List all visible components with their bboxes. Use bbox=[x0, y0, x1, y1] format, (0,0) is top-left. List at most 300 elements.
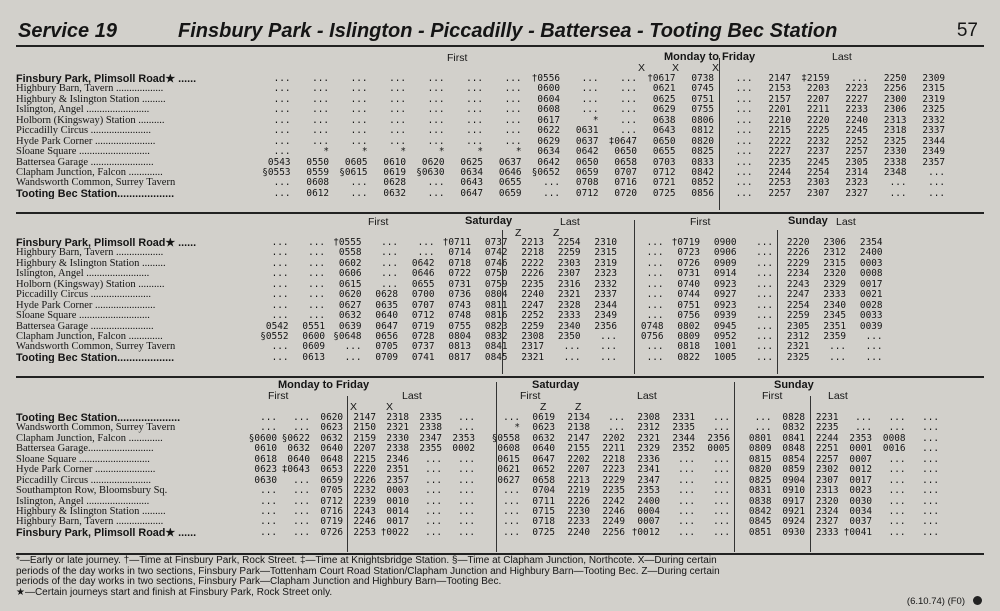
time-cell: ... bbox=[427, 104, 445, 116]
section1-grid bbox=[16, 74, 945, 199]
time-cell: 0030 bbox=[849, 495, 872, 507]
time-cell: 2220 bbox=[806, 114, 830, 126]
time-cell: 2310 bbox=[594, 237, 617, 248]
time-cell: 2235 bbox=[815, 422, 839, 434]
timetable-row bbox=[16, 311, 883, 321]
time-cell: 2307 bbox=[806, 187, 830, 199]
time-cell: †0041 bbox=[843, 526, 872, 538]
time-cell: 2346 bbox=[386, 453, 409, 465]
time-cell: ... bbox=[756, 289, 773, 301]
time-cell: 2256 bbox=[883, 83, 907, 95]
time-cell: 0723 bbox=[677, 247, 700, 259]
time-cell: 0655 bbox=[498, 177, 522, 189]
time-cell: 2353 bbox=[849, 432, 872, 444]
time-cell: 0619 bbox=[383, 166, 406, 178]
time-cell: 2138 bbox=[567, 422, 590, 434]
time-cell: ... bbox=[735, 73, 753, 84]
time-cell: 2259 bbox=[521, 320, 544, 332]
time-cell: 0642 bbox=[537, 156, 560, 168]
time-cell: 0014 bbox=[386, 505, 409, 517]
time-cell: §0648 bbox=[333, 330, 362, 342]
time-cell: 2134 bbox=[567, 412, 590, 423]
time-cell: 0832 bbox=[782, 422, 805, 434]
time-cell: 2218 bbox=[521, 247, 544, 259]
time-cell: †0555 bbox=[333, 237, 362, 248]
service-number: Service 19 bbox=[18, 20, 117, 42]
s1-last-label: Last bbox=[832, 51, 852, 63]
time-cell: 0811 bbox=[484, 299, 508, 311]
time-cell: ... bbox=[922, 443, 939, 455]
time-cell: 2321 bbox=[637, 432, 660, 444]
time-cell: ... bbox=[600, 351, 617, 363]
time-cell: ... bbox=[458, 516, 475, 528]
time-cell: 0809 bbox=[677, 330, 700, 342]
stop-name: Piccadilly Circus ....................... bbox=[16, 290, 152, 301]
time-cell: ... bbox=[273, 125, 291, 137]
time-cell: 2257 bbox=[768, 187, 791, 199]
time-cell: 0612 bbox=[306, 187, 329, 199]
time-cell: ... bbox=[312, 83, 329, 95]
time-cell: 2250 bbox=[883, 73, 907, 84]
time-cell: 2356 bbox=[707, 432, 730, 444]
time-cell: §0630 bbox=[416, 166, 445, 178]
time-cell: 0712 bbox=[575, 187, 599, 199]
time-cell: 0744 bbox=[677, 289, 700, 301]
s2-first-label: First bbox=[368, 216, 389, 228]
time-cell: ... bbox=[713, 422, 730, 434]
time-cell: 2225 bbox=[806, 125, 830, 137]
time-cell: ... bbox=[646, 341, 664, 353]
time-cell: 0927 bbox=[713, 289, 737, 301]
time-cell: 1005 bbox=[713, 351, 737, 363]
time-cell: 2333 bbox=[815, 526, 839, 538]
time-cell: 2312 bbox=[637, 422, 660, 434]
time-cell: ... bbox=[756, 268, 773, 280]
time-cell: 2321 bbox=[386, 422, 409, 434]
time-cell: 0708 bbox=[575, 177, 599, 189]
time-cell: 0621 bbox=[652, 83, 676, 95]
time-cell: ... bbox=[273, 83, 291, 95]
stop-name: Finsbury Park, Plimsoll Road★ ...... bbox=[16, 74, 197, 85]
time-cell: 2243 bbox=[353, 505, 376, 517]
time-cell: 0628 bbox=[375, 289, 398, 301]
time-cell: ... bbox=[273, 114, 291, 126]
time-cell: ... bbox=[344, 341, 362, 353]
time-cell: †0012 bbox=[631, 526, 660, 538]
time-cell: 2324 bbox=[815, 505, 839, 517]
time-cell: ... bbox=[888, 412, 906, 423]
time-cell: * bbox=[361, 146, 368, 158]
time-cell: ... bbox=[504, 125, 522, 137]
time-cell: 0004 bbox=[637, 505, 660, 517]
time-cell: 0646 bbox=[411, 268, 435, 280]
time-cell: 2233 bbox=[845, 104, 868, 116]
time-cell: 0632 bbox=[338, 310, 362, 322]
time-cell: ... bbox=[260, 422, 277, 434]
time-cell: 2354 bbox=[859, 237, 883, 248]
time-cell: 2159 bbox=[353, 432, 376, 444]
stop-name: Battersea Garage ........................ bbox=[16, 321, 154, 332]
time-cell: ... bbox=[381, 268, 398, 280]
time-cell: ... bbox=[389, 93, 406, 105]
time-cell: 2332 bbox=[594, 278, 617, 290]
time-cell: ... bbox=[389, 114, 406, 126]
time-cell: ... bbox=[888, 505, 906, 517]
time-cell: 0759 bbox=[484, 278, 508, 290]
time-cell: 2312 bbox=[786, 330, 810, 342]
time-cell: 0623 bbox=[320, 422, 343, 434]
time-cell: ... bbox=[458, 453, 475, 465]
time-cell: 0608 bbox=[306, 177, 329, 189]
stop-name: Piccadilly Circus ....................... bbox=[16, 475, 152, 486]
time-cell: 0914 bbox=[713, 268, 737, 280]
divider bbox=[734, 382, 735, 552]
time-cell: ... bbox=[581, 73, 599, 84]
time-cell: ... bbox=[273, 93, 291, 105]
time-cell: 2259 bbox=[557, 247, 581, 259]
time-cell: ... bbox=[713, 474, 730, 486]
time-cell: ‡0647 bbox=[608, 135, 637, 147]
divider bbox=[496, 382, 497, 552]
time-cell: 2235 bbox=[768, 156, 791, 168]
time-cell: ... bbox=[646, 247, 664, 259]
time-cell: ... bbox=[608, 412, 625, 423]
time-cell: 0634 bbox=[460, 166, 483, 178]
time-cell: ... bbox=[308, 299, 325, 311]
time-cell: * bbox=[323, 146, 329, 158]
print-code bbox=[907, 596, 982, 607]
time-cell: ... bbox=[260, 516, 277, 528]
time-cell: 0650 bbox=[575, 156, 599, 168]
time-cell: 0741 bbox=[411, 351, 435, 363]
time-cell: ... bbox=[427, 187, 445, 199]
time-cell: 0704 bbox=[532, 485, 555, 497]
time-cell: 2338 bbox=[883, 156, 907, 168]
s3-sat-last: Last bbox=[637, 390, 657, 402]
time-cell: ... bbox=[425, 453, 442, 465]
time-cell: ... bbox=[889, 177, 907, 189]
time-cell: 2244 bbox=[768, 166, 791, 178]
time-cell: 0751 bbox=[677, 299, 700, 311]
stop-name: Tooting Bec Station..................... bbox=[16, 413, 181, 424]
stop-name: Clapham Junction, Falcon ............. bbox=[16, 331, 163, 342]
time-cell: 2303 bbox=[806, 177, 830, 189]
time-cell: ... bbox=[620, 125, 637, 137]
time-cell: ... bbox=[756, 351, 773, 363]
stop-name: Battersea Garage......................... bbox=[16, 444, 154, 455]
time-cell: 0600 bbox=[302, 330, 325, 342]
s2-sun-label: Sunday bbox=[788, 215, 828, 227]
page-header bbox=[18, 14, 982, 44]
time-cell: ... bbox=[260, 485, 277, 497]
time-cell: ... bbox=[888, 495, 906, 507]
time-cell: 2254 bbox=[786, 299, 810, 311]
time-cell: 0007 bbox=[849, 453, 872, 465]
time-cell: ... bbox=[922, 432, 939, 444]
s1-x-mark: X bbox=[712, 62, 720, 74]
time-cell: 0037 bbox=[849, 516, 872, 528]
time-cell: 2215 bbox=[353, 453, 376, 465]
divider bbox=[777, 230, 778, 374]
time-cell: 0625 bbox=[652, 93, 676, 105]
time-cell: 2305 bbox=[845, 156, 868, 168]
section2-grid bbox=[16, 238, 883, 363]
time-cell: ... bbox=[581, 104, 599, 116]
stop-name: Islington, Angel ........................ bbox=[16, 269, 150, 280]
time-cell: 0921 bbox=[782, 505, 805, 517]
stop-name: Clapham Junction, Falcon ............. bbox=[16, 433, 163, 444]
time-cell: ... bbox=[581, 83, 599, 95]
time-cell: 2147 bbox=[567, 432, 590, 444]
time-cell: 0715 bbox=[532, 505, 555, 517]
time-cell: ... bbox=[829, 341, 846, 353]
time-cell: 0017 bbox=[386, 516, 409, 528]
s2-sat-label: Saturday bbox=[465, 215, 513, 227]
time-cell: ... bbox=[756, 237, 773, 248]
time-cell: ... bbox=[504, 135, 522, 147]
time-cell: ... bbox=[922, 464, 939, 476]
time-cell: 0917 bbox=[782, 495, 805, 507]
time-cell: ... bbox=[756, 330, 773, 342]
time-cell: ... bbox=[922, 422, 939, 434]
time-cell: ... bbox=[503, 526, 520, 538]
time-cell: 0658 bbox=[614, 156, 637, 168]
time-cell: 2257 bbox=[815, 453, 839, 465]
time-cell: 0707 bbox=[614, 166, 637, 178]
time-cell: 2355 bbox=[419, 443, 442, 455]
time-cell: 0746 bbox=[484, 257, 508, 269]
time-cell: ... bbox=[293, 505, 310, 517]
timetable-row bbox=[16, 189, 945, 199]
time-cell: ... bbox=[678, 526, 695, 538]
time-cell: 2317 bbox=[521, 341, 544, 353]
time-cell: ... bbox=[754, 412, 772, 423]
time-cell: 0923 bbox=[713, 299, 737, 311]
time-cell: 0848 bbox=[782, 443, 805, 455]
time-cell: 0725 bbox=[652, 187, 676, 199]
time-cell: ... bbox=[273, 73, 291, 84]
time-cell: 0718 bbox=[448, 257, 471, 269]
time-cell: ... bbox=[425, 516, 442, 528]
time-cell: 2356 bbox=[594, 320, 617, 332]
time-cell: 2345 bbox=[823, 310, 846, 322]
time-cell: 2237 bbox=[806, 146, 830, 158]
time-cell: 2348 bbox=[883, 166, 907, 178]
time-cell: ... bbox=[273, 146, 291, 158]
time-cell: ... bbox=[271, 289, 289, 301]
time-cell: ... bbox=[271, 299, 289, 311]
time-cell: ... bbox=[293, 412, 310, 423]
time-cell: 0622 bbox=[537, 125, 560, 137]
bullet-icon bbox=[973, 596, 982, 605]
time-cell: ... bbox=[381, 278, 398, 290]
time-cell: 0550 bbox=[306, 156, 329, 168]
time-cell: 2239 bbox=[353, 495, 376, 507]
time-cell: ... bbox=[504, 104, 522, 116]
time-cell: ... bbox=[308, 278, 325, 290]
footnote-line: ★—Certain journeys start and finish at Finsbury Park, Rock Street only. bbox=[16, 586, 333, 598]
time-cell: ... bbox=[756, 278, 773, 290]
time-cell: ... bbox=[503, 495, 520, 507]
time-cell: 2246 bbox=[353, 516, 376, 528]
time-cell: 0831 bbox=[748, 485, 772, 497]
time-cell: 0642 bbox=[575, 146, 599, 158]
time-cell: 2245 bbox=[845, 125, 868, 137]
time-cell: 0638 bbox=[652, 114, 676, 126]
s3-sun-first: First bbox=[762, 390, 783, 402]
time-cell: 0801 bbox=[748, 432, 772, 444]
time-cell: ... bbox=[678, 495, 695, 507]
s3-x-mark: X bbox=[386, 401, 394, 413]
s1-day-label: Monday to Friday bbox=[664, 51, 756, 63]
time-cell: 0716 bbox=[614, 177, 637, 189]
time-cell: 0010 bbox=[386, 495, 409, 507]
time-cell: 0726 bbox=[677, 257, 700, 269]
time-cell: ... bbox=[260, 495, 277, 507]
time-cell: 2350 bbox=[557, 330, 581, 342]
time-cell: 0620 bbox=[421, 156, 445, 168]
time-cell: 2313 bbox=[815, 485, 839, 497]
time-cell: ... bbox=[600, 341, 617, 353]
time-cell: 2213 bbox=[521, 237, 544, 248]
time-cell: ... bbox=[260, 505, 277, 517]
time-cell: ... bbox=[678, 516, 695, 528]
footnote-line: periods of the day works in two sections, Finsbury Park—Tottenham Court Road Station/Clapham Junction and Highbury Barn—Tooting Bec. Z—During certain bbox=[16, 565, 720, 577]
time-cell: ... bbox=[312, 93, 329, 105]
time-cell: ... bbox=[713, 412, 730, 423]
time-cell: 2242 bbox=[602, 495, 625, 507]
stop-name: Highbury Barn, Tavern .................. bbox=[16, 517, 164, 528]
time-cell: ... bbox=[922, 453, 939, 465]
time-cell: 0604 bbox=[537, 93, 560, 105]
time-cell: 0658 bbox=[532, 474, 555, 486]
time-cell: ... bbox=[922, 485, 939, 497]
time-cell: ... bbox=[381, 247, 398, 259]
time-cell: ... bbox=[735, 156, 753, 168]
stop-name: Wandsworth Common, Surrey Tavern bbox=[16, 423, 176, 434]
time-cell: 0842 bbox=[691, 166, 714, 178]
time-cell: ... bbox=[620, 93, 637, 105]
time-cell: ... bbox=[829, 351, 846, 363]
time-cell: ... bbox=[312, 125, 329, 137]
time-cell: 0629 bbox=[652, 104, 676, 116]
time-cell: 2230 bbox=[567, 505, 590, 517]
time-cell: ... bbox=[312, 104, 329, 116]
time-cell: 2320 bbox=[823, 268, 846, 280]
time-cell: 0842 bbox=[748, 505, 772, 517]
time-cell: 2347 bbox=[637, 474, 660, 486]
time-cell: ... bbox=[427, 93, 445, 105]
stop-name: Tooting Bec Station................... bbox=[16, 188, 175, 200]
time-cell: 0924 bbox=[782, 516, 805, 528]
time-cell: 0930 bbox=[782, 526, 805, 538]
time-cell: 2400 bbox=[637, 495, 660, 507]
time-cell: 2340 bbox=[823, 299, 846, 311]
time-cell: ... bbox=[271, 237, 289, 248]
time-cell: ... bbox=[646, 268, 664, 280]
time-cell: ... bbox=[458, 495, 475, 507]
time-cell: 2247 bbox=[521, 299, 544, 311]
page-number: 57 bbox=[956, 20, 978, 41]
time-cell: ... bbox=[888, 474, 906, 486]
time-cell: 0559 bbox=[306, 166, 329, 178]
time-cell: 0647 bbox=[460, 187, 483, 199]
time-cell: 2307 bbox=[815, 474, 839, 486]
time-cell: ... bbox=[888, 464, 906, 476]
s2-z-mark: Z bbox=[515, 227, 522, 239]
time-cell: 0806 bbox=[691, 114, 714, 126]
footnotes bbox=[16, 556, 986, 598]
time-cell: 2253 bbox=[353, 526, 376, 538]
time-cell: ... bbox=[735, 135, 753, 147]
time-cell: 2252 bbox=[845, 135, 868, 147]
stop-name: Battersea Garage ........................ bbox=[16, 157, 154, 168]
time-cell: 2321 bbox=[557, 289, 581, 301]
time-cell: 2222 bbox=[768, 135, 791, 147]
time-cell: ... bbox=[350, 114, 368, 126]
time-cell: ... bbox=[563, 351, 581, 363]
time-cell: ... bbox=[293, 516, 310, 528]
time-cell: 0900 bbox=[713, 237, 737, 248]
time-cell: ... bbox=[504, 73, 522, 84]
time-cell: 2240 bbox=[845, 114, 868, 126]
time-cell: 0813 bbox=[448, 341, 471, 353]
time-cell: ... bbox=[458, 474, 475, 486]
time-cell: 2211 bbox=[806, 104, 830, 116]
time-cell: 0606 bbox=[338, 268, 362, 280]
time-cell: 2340 bbox=[557, 320, 581, 332]
time-cell: ... bbox=[888, 485, 906, 497]
time-cell: 0820 bbox=[748, 464, 772, 476]
time-cell: ... bbox=[756, 320, 773, 332]
time-cell: 0802 bbox=[677, 320, 700, 332]
stop-name: Southampton Row, Bloomsbury Sq. bbox=[16, 486, 168, 497]
time-cell: 2251 bbox=[815, 443, 839, 455]
time-cell: 2226 bbox=[353, 474, 376, 486]
time-cell: 1001 bbox=[713, 341, 737, 353]
time-cell: 2244 bbox=[815, 432, 839, 444]
time-cell: ... bbox=[458, 485, 475, 497]
time-cell: 0034 bbox=[849, 505, 872, 517]
time-cell: 0825 bbox=[691, 146, 714, 158]
header-rule bbox=[16, 45, 984, 47]
time-cell: 2332 bbox=[922, 114, 945, 126]
time-cell: ... bbox=[928, 166, 945, 178]
time-cell: ... bbox=[427, 114, 445, 126]
time-cell: 2314 bbox=[845, 166, 868, 178]
time-cell: ... bbox=[312, 135, 329, 147]
footnote-line: *—Early or late journey. †—Time at Finsbury Park, Rock Street. ‡—Time at Knightsbridge Station. §—Time at Clapham Junction, Northcote. X—During certain bbox=[16, 555, 717, 566]
time-cell: ... bbox=[425, 464, 442, 476]
stop-name: Highbury & Islington Station ......... bbox=[16, 258, 166, 269]
time-cell: ... bbox=[888, 516, 906, 528]
time-cell: 2349 bbox=[594, 310, 617, 322]
time-cell: 0845 bbox=[748, 516, 772, 528]
time-cell: 0854 bbox=[782, 453, 805, 465]
time-cell: 0629 bbox=[537, 135, 560, 147]
time-cell: 0642 bbox=[411, 257, 435, 269]
time-cell: 2303 bbox=[557, 257, 581, 269]
time-cell: ... bbox=[273, 104, 291, 116]
time-cell: 0825 bbox=[748, 474, 772, 486]
time-cell: 0705 bbox=[375, 341, 398, 353]
time-cell: 0812 bbox=[691, 125, 714, 137]
time-cell: 0822 bbox=[677, 351, 700, 363]
time-cell: ... bbox=[646, 278, 664, 290]
time-cell: 0945 bbox=[713, 320, 737, 332]
time-cell: ... bbox=[466, 114, 483, 126]
time-cell: ... bbox=[504, 93, 522, 105]
